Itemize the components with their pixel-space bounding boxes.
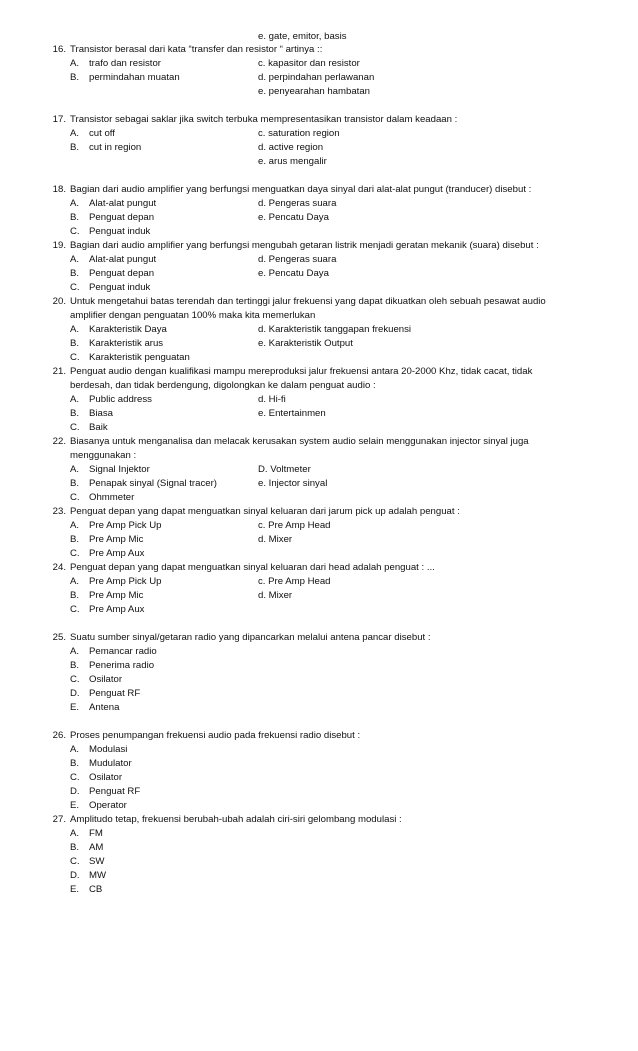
answer-option — [258, 478, 327, 490]
question-text: Penguat depan yang dapat menguatkan sinyal keluaran dari jarum pick up adalah penguat : — [70, 506, 460, 517]
option-label: C. — [70, 674, 80, 685]
answer-option — [70, 688, 140, 700]
option-text: c. Pre Amp Head — [258, 576, 331, 587]
question-number: 24. — [52, 562, 66, 573]
answer-option — [258, 338, 353, 350]
option-text: Pre Amp Mic — [89, 590, 144, 601]
question-text: Untuk mengetahui batas terendah dan tertinggi jalur frekuensi yang dapat dikuatkan oleh sebuah pesawat audio — [70, 296, 546, 307]
option-label: C. — [70, 772, 80, 783]
option-label: A. — [70, 198, 80, 209]
option-text: Alat-alat pungut — [89, 198, 157, 209]
option-text: Osilator — [89, 674, 123, 685]
option-text: Signal Injektor — [89, 464, 150, 475]
answer-option — [70, 58, 161, 70]
question-text: Transistor sebagai saklar jika switch terbuka mempresentasikan transistor dalam keadaan : — [70, 114, 458, 125]
option-label: C. — [70, 548, 80, 559]
answer-option — [70, 758, 132, 770]
option-label: A. — [70, 128, 80, 139]
answer-option — [258, 212, 329, 224]
option-label: A. — [70, 464, 80, 475]
option-text: e. arus mengalir — [258, 156, 327, 167]
option-text: cut off — [89, 128, 115, 139]
option-text: Karakteristik penguatan — [89, 352, 190, 363]
answer-option — [70, 856, 104, 868]
option-text: c. saturation region — [258, 128, 340, 139]
option-text: Pre Amp Aux — [89, 548, 145, 559]
answer-option — [70, 870, 106, 882]
question-number: 19. — [52, 240, 66, 251]
answer-option — [258, 534, 292, 546]
answer-option — [70, 660, 154, 672]
answer-option — [70, 842, 103, 854]
option-label: C. — [70, 492, 80, 503]
option-text: e. penyearahan hambatan — [258, 86, 371, 97]
option-text: d. Pengeras suara — [258, 198, 337, 209]
answer-option — [70, 142, 141, 154]
option-text: Penguat RF — [89, 786, 141, 797]
option-text: Pre Amp Pick Up — [89, 520, 162, 531]
option-text: e. Pencatu Daya — [258, 212, 329, 223]
answer-option — [70, 268, 154, 280]
option-text: c. Pre Amp Head — [258, 520, 331, 531]
option-text: D. Voltmeter — [258, 464, 311, 475]
option-text: d. Mixer — [258, 534, 293, 545]
option-text: Baik — [89, 422, 108, 433]
answer-option — [70, 772, 122, 784]
question-number: 16. — [52, 44, 66, 55]
option-text: e. Injector sinyal — [258, 478, 328, 489]
answer-option — [258, 324, 411, 336]
answer-option — [70, 324, 167, 336]
answer-option — [258, 520, 331, 532]
answer-option — [258, 394, 286, 406]
option-text: Osilator — [89, 772, 123, 783]
question-number: 25. — [52, 632, 66, 643]
question-text: menggunakan : — [70, 450, 137, 461]
question-number: 17. — [52, 114, 66, 125]
option-text: MW — [89, 870, 107, 881]
option-text: Penguat induk — [89, 282, 151, 293]
option-text: Penguat depan — [89, 212, 155, 223]
question-number: 27. — [52, 814, 66, 825]
option-text: Karakteristik Daya — [89, 324, 167, 335]
option-text: Pre Amp Pick Up — [89, 576, 162, 587]
answer-option — [258, 86, 370, 98]
option-text: SW — [89, 856, 105, 867]
answer-option — [258, 268, 329, 280]
answer-option — [258, 590, 292, 602]
option-text: Modulasi — [89, 744, 128, 755]
answer-option — [70, 338, 163, 350]
question-text: Bagian dari audio amplifier yang berfungsi mengubah getaran listrik menjadi geratan mekanik (suara) disebut : — [70, 240, 539, 251]
answer-option — [258, 254, 336, 266]
option-label: B. — [70, 268, 80, 279]
answer-option — [70, 212, 154, 224]
option-text: CB — [89, 884, 103, 895]
option-label: A. — [70, 58, 80, 69]
option-text: Alat-alat pungut — [89, 254, 157, 265]
option-label: B. — [70, 842, 80, 853]
option-label: A. — [70, 828, 80, 839]
answer-option — [258, 198, 336, 210]
question-text: berdesah, dan tidak berdengung, digolongkan ke dalam penguat audio : — [70, 380, 376, 391]
question-number: 20. — [52, 296, 66, 307]
question-text: Bagian dari audio amplifier yang berfungsi menguatkan daya sinyal dari alat-alat pungut (tranducer) disebut : — [70, 184, 532, 195]
answer-option — [70, 198, 156, 210]
option-text: FM — [89, 828, 103, 839]
answer-option — [70, 254, 156, 266]
option-label: B. — [70, 660, 80, 671]
option-label: B. — [70, 212, 80, 223]
answer-option — [70, 226, 150, 238]
option-label: A. — [70, 254, 80, 265]
option-label: D. — [70, 870, 80, 881]
answer-option — [70, 744, 127, 756]
option-text: d. Pengeras suara — [258, 254, 337, 265]
option-label: A. — [70, 646, 80, 657]
option-label: B. — [70, 72, 80, 83]
answer-option — [70, 128, 115, 140]
option-label: A. — [70, 744, 80, 755]
option-text: Pre Amp Aux — [89, 604, 145, 615]
option-text: Pemancar radio — [89, 646, 157, 657]
answer-option — [258, 142, 323, 154]
option-label: B. — [70, 590, 80, 601]
option-label: A. — [70, 576, 80, 587]
answer-option — [70, 604, 144, 616]
top-option-text: e. gate, emitor, basis — [258, 31, 347, 42]
option-text: Penguat RF — [89, 688, 141, 699]
option-label: E. — [70, 884, 80, 895]
answer-option — [70, 786, 140, 798]
option-text: Operator — [89, 800, 127, 811]
answer-option — [70, 72, 180, 84]
answer-option — [258, 464, 311, 476]
option-text: d. Mixer — [258, 590, 293, 601]
option-label: D. — [70, 688, 80, 699]
option-text: Pre Amp Mic — [89, 534, 144, 545]
option-text: Antena — [89, 702, 120, 713]
option-label: B. — [70, 758, 80, 769]
option-text: AM — [89, 842, 104, 853]
option-text: Karakteristik arus — [89, 338, 164, 349]
answer-option — [70, 590, 143, 602]
option-text: Biasa — [89, 408, 113, 419]
option-text: d. perpindahan perlawanan — [258, 72, 375, 83]
answer-option — [258, 72, 374, 84]
question-number: 21. — [52, 366, 66, 377]
answer-option — [258, 58, 360, 70]
option-label: C. — [70, 352, 80, 363]
answer-option — [70, 646, 157, 658]
answer-option — [70, 408, 113, 420]
option-label: A. — [70, 394, 80, 405]
question-text: Transistor berasal dari kata “transfer dan resistor “ artinya :: — [70, 44, 323, 55]
question-number: 23. — [52, 506, 66, 517]
option-label: B. — [70, 338, 80, 349]
option-text: Penguat induk — [89, 226, 151, 237]
answer-option — [70, 884, 102, 896]
option-label: C. — [70, 856, 80, 867]
answer-option — [70, 702, 119, 714]
question-text: Penguat audio dengan kualifikasi mampu mereproduksi jalur frekuensi antara 20-2000 Khz, tidak cacat, tidak — [70, 366, 533, 377]
question-text: Proses penumpangan frekuensi audio pada frekuensi radio disebut : — [70, 730, 361, 741]
option-text: Mudulator — [89, 758, 132, 769]
answer-option — [70, 800, 127, 812]
option-label: B. — [70, 408, 80, 419]
answer-option — [258, 156, 327, 168]
option-text: d. active region — [258, 142, 324, 153]
option-text: Penapak sinyal (Signal tracer) — [89, 478, 217, 489]
option-label: C. — [70, 282, 80, 293]
answer-option — [70, 492, 134, 504]
answer-option — [70, 520, 162, 532]
option-text: Public address — [89, 394, 152, 405]
option-label: B. — [70, 142, 80, 153]
question-text: Suatu sumber sinyal/getaran radio yang dipancarkan melalui antena pancar disebut : — [70, 632, 431, 643]
option-label: E. — [70, 702, 80, 713]
answer-option — [70, 548, 144, 560]
answer-option — [70, 282, 150, 294]
option-label: D. — [70, 786, 80, 797]
option-text: d. Hi-fi — [258, 394, 286, 405]
question-number: 18. — [52, 184, 66, 195]
question-number: 26. — [52, 730, 66, 741]
option-text: Penerima radio — [89, 660, 155, 671]
option-label: C. — [70, 226, 80, 237]
answer-option — [70, 352, 190, 364]
option-text: e. Pencatu Daya — [258, 268, 329, 279]
answer-option — [258, 128, 340, 140]
answer-option — [70, 828, 103, 840]
answer-option — [70, 422, 108, 434]
question-text: amplifier dengan penguatan 100% maka kita memerlukan — [70, 310, 316, 321]
option-text: Ohmmeter — [89, 492, 135, 503]
answer-option — [258, 576, 331, 588]
option-label: A. — [70, 520, 80, 531]
question-text: Biasanya untuk menganalisa dan melacak kerusakan system audio selain menggunakan injector sinyal juga — [70, 436, 529, 447]
question-text: Penguat depan yang dapat menguatkan sinyal keluaran dari head adalah penguat : ... — [70, 562, 435, 573]
answer-option — [70, 394, 152, 406]
question-text: Amplitudo tetap, frekuensi berubah-ubah adalah ciri-siri gelombang modulasi : — [70, 814, 402, 825]
option-label: B. — [70, 534, 80, 545]
option-text: d. Karakteristik tanggapan frekuensi — [258, 324, 412, 335]
answer-option — [70, 478, 217, 490]
option-text: Penguat depan — [89, 268, 155, 279]
question-number: 22. — [52, 436, 66, 447]
answer-option — [70, 674, 122, 686]
answer-option — [70, 464, 150, 476]
option-label: C. — [70, 604, 80, 615]
answer-option — [70, 576, 162, 588]
option-text: cut in region — [89, 142, 142, 153]
option-label: E. — [70, 800, 80, 811]
option-text: c. kapasitor dan resistor — [258, 58, 360, 69]
option-label: A. — [70, 324, 80, 335]
answer-option — [258, 408, 326, 420]
option-text: e. Entertainmen — [258, 408, 326, 419]
answer-option — [70, 534, 143, 546]
option-text: permindahan muatan — [89, 72, 180, 83]
option-label: B. — [70, 478, 80, 489]
option-text: trafo dan resistor — [89, 58, 161, 69]
option-text: e. Karakteristik Output — [258, 338, 353, 349]
option-label: C. — [70, 422, 80, 433]
